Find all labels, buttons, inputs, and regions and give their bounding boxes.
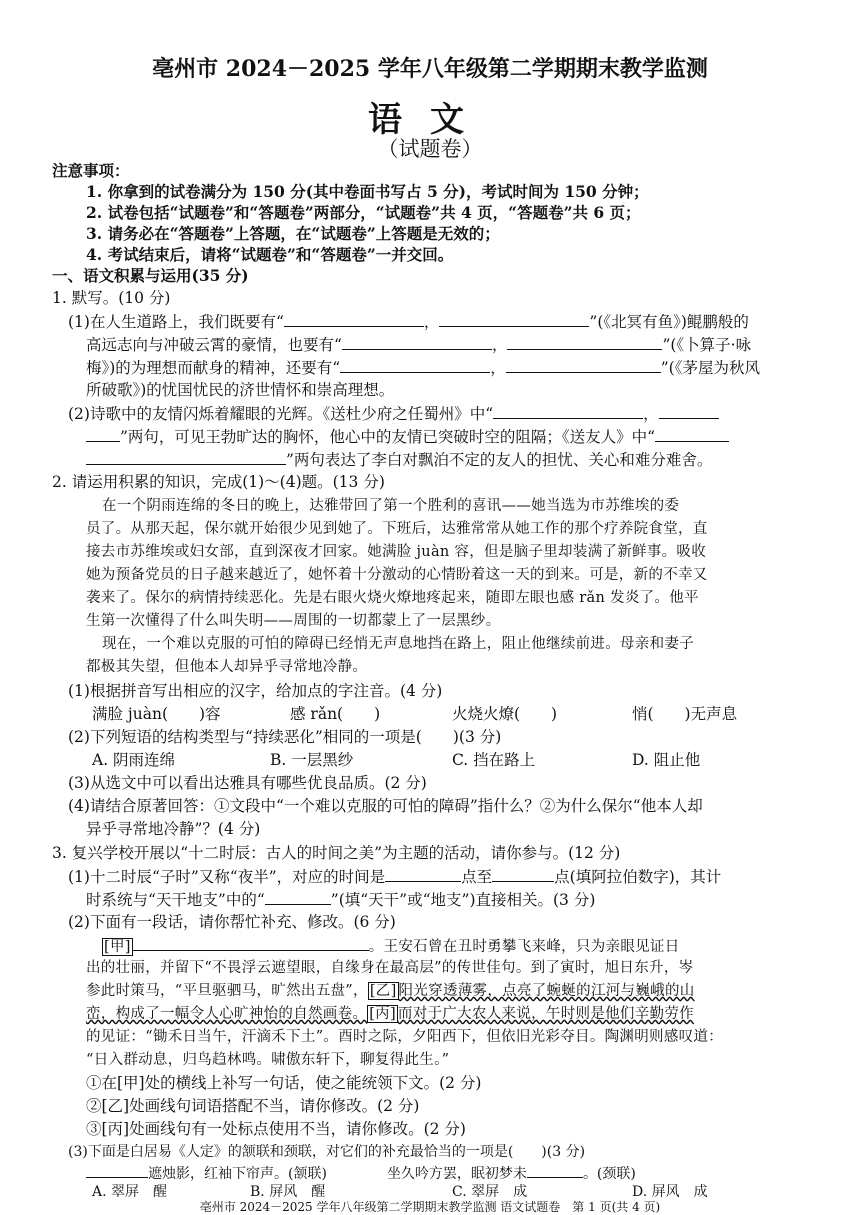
q3-passage-line3: 参此时策马，“平旦驱驷马，旷然出五盘”， [乙] 阳光穿透薄雾，点亮了蜿蜒的江河与巍峨的山 <box>86 983 695 999</box>
q1-p2-line3: ”两句表达了李白对飘泊不定的友人的担忧、关心和难分难舍。 <box>86 449 712 470</box>
subject-title: 语文 <box>368 100 492 140</box>
answer-blank[interactable] <box>86 426 120 442</box>
q3-passage-line2: 出的壮丽，并留下“不畏浮云遮望眼，自缘身在最高层”的传世佳句。到了寅时，旭日东升，岑 <box>86 960 694 976</box>
answer-blank[interactable] <box>439 311 589 327</box>
q1-p2-line1: (2)诗歌中的友情闪烁着耀眼的光辉。《送杜少府之任蜀州》中“ ， <box>68 403 719 424</box>
paper-type: （试题卷） <box>377 137 483 161</box>
notice-item-2: 2. 试卷包括“试题卷”和“答题卷”两部分，“试题卷”共 4 页，“答题卷”共 6 页； <box>86 203 641 222</box>
q3-s3: (3)下面是白居易《人定》的颔联和颈联，对它们的补充最恰当的一项是( )(3 分) <box>68 1144 586 1160</box>
answer-blank[interactable] <box>493 403 643 419</box>
passage-line: 她为预备党员的日子越来越近了，她怀着十分激动的心情盼着这一天的到来。可是，新的不幸又 <box>86 567 708 583</box>
q1-p1-line4: 所破歌》)的忧国忧民的济世情怀和崇高理想。 <box>86 381 395 399</box>
q3-task-2: ②[乙]处画线句词语搭配不当，请你修改。(2 分) <box>86 1097 420 1115</box>
answer-blank[interactable] <box>507 334 662 350</box>
answer-blank[interactable] <box>265 889 331 905</box>
answer-blank[interactable] <box>86 449 286 465</box>
q3-option-d[interactable]: D. 屏风 成 <box>632 1184 708 1200</box>
passage-line: 生第一次懂得了什么叫失明——周围的一切都蒙上了一层黑纱。 <box>86 613 501 629</box>
answer-blank[interactable] <box>655 426 729 442</box>
q1-p1-line3: 梅》)的为理想而献身的精神，还要有“ ， ”(《茅屋为秋风 <box>86 359 760 377</box>
q2-sub1-item: 感 rǎn( ) <box>290 705 381 723</box>
q3-task-3: ③[丙]处画线句有一处标点使用不当，请你修改。(2 分) <box>86 1120 466 1138</box>
q3-passage-line4 <box>86 1004 694 1024</box>
answer-blank[interactable] <box>492 866 554 882</box>
q2-sub1-item: 悄( )无声息 <box>632 705 738 723</box>
q3-passage-line1: [甲] 。王安石曾在丑时勇攀飞来峰，只为亲眼见证日 <box>102 935 680 957</box>
passage-line: 员了。从那天起，保尔就开始很少见到她了。下班后，达雅常常从她工作的那个疗养院食堂，直 <box>86 521 708 537</box>
exam-title: 亳州市 2024－2025 学年八年级第二学期期末教学监测 <box>152 56 708 82</box>
passage-line: 接去市苏维埃或妇女部，直到深夜才回家。她满脸 juàn 容，但是脑子里却装满了新鲜事。吸收 <box>86 544 707 560</box>
q2-stem: 2. 请运用积累的知识，完成(1)～(4)题。(13 分) <box>52 473 385 491</box>
answer-blank[interactable] <box>506 357 661 373</box>
q3-option-a[interactable]: A. 翠屏 醒 <box>92 1184 168 1200</box>
answer-blank[interactable] <box>527 1162 583 1178</box>
q1-p2-line2: ”两句，可见王勃旷达的胸怀，他心中的友情已突破时空的阻隔；《送友人》中“ <box>86 426 729 447</box>
q2-sub4-line1: (4)请结合原著回答：①文段中“一个难以克服的可怕的障碍”指什么？②为什么保尔“他本人却 <box>68 797 703 815</box>
q2-sub1: (1)根据拼音写出相应的汉字，给加点的字注音。(4 分) <box>68 682 443 700</box>
q3-s1-line1: (1)十二时辰“子时”又称“夜半”，对应的时间是 点至 点(填阿拉伯数字)，其计 <box>68 868 722 886</box>
q3-s1-line2: 时系统与“天干地支”中的“ ”(填“天干”或“地支”)直接相关。(3 分) <box>86 891 596 909</box>
q3-option-b[interactable]: B. 屏风 醒 <box>250 1184 326 1200</box>
notice-heading: 注意事项： <box>52 161 130 180</box>
q3-s3-line2: 遮烛影，红袖下帘声。(颔联) 坐久吟方罢，眠初梦未 。(颈联) <box>86 1162 636 1184</box>
q3-option-c[interactable]: C. 翠屏 成 <box>452 1184 528 1200</box>
passage-line: 在一个阴雨连绵的冬日的晚上，达雅带回了第一个胜利的喜讯——她当选为市苏维埃的委 <box>102 498 680 514</box>
q2-option-c[interactable]: C. 挡在路上 <box>452 751 536 769</box>
q1-stem: 1. 默写。(10 分) <box>52 289 171 307</box>
notice-item-1: 1. 你拿到的试卷满分为 150 分(其中卷面书写占 5 分)，考试时间为 150 分钟； <box>86 182 649 201</box>
answer-blank[interactable] <box>659 403 719 419</box>
q1-p1-line1: (1)在人生道路上，我们既要有“ ， ”(《北冥有鱼》)鲲鹏般的 <box>68 313 749 331</box>
q3-stem: 3. 复兴学校开展以“十二时辰：古人的时间之美”为主题的活动，请你参与。(12 分) <box>52 844 621 862</box>
mark-yi: [乙] <box>369 983 397 999</box>
answer-blank[interactable] <box>133 935 369 951</box>
q1-p1-line2: 高远志向与冲破云霄的豪情，也要有“ ， ”(《卜算子·咏 <box>86 336 752 354</box>
q2-sub1-item: 满脸 juàn( )容 <box>92 705 221 723</box>
underlined-sentence-yi-cont: 峦，构成了一幅令人心旷神怡的自然画卷。 <box>86 1006 368 1022</box>
q3-s2: (2)下面有一段话，请你帮忙补充、修改。(6 分) <box>68 913 396 931</box>
q3-passage-line6: “日入群动息，归鸟趋林鸣。啸傲东轩下，聊复得此生。” <box>86 1052 450 1068</box>
q3-task-1: ①在[甲]处的横线上补写一句话，使之能统领下文。(2 分) <box>86 1074 482 1092</box>
answer-blank[interactable] <box>385 866 461 882</box>
notice-item-3: 3. 请务必在“答题卷”上答题，在“试题卷”上答题是无效的； <box>86 224 500 243</box>
answer-blank[interactable] <box>284 311 424 327</box>
q2-sub4-line2: 异乎寻常地冷静”？(4 分) <box>86 820 261 838</box>
q2-option-d[interactable]: D. 阻止他 <box>632 751 701 769</box>
q3-passage-line5: 的见证：“锄禾日当午，汗滴禾下土”。酉时之际，夕阳西下，但依旧光彩夺目。陶渊明则感叹道： <box>86 1029 724 1045</box>
underlined-sentence-yi: 阳光穿透薄雾，点亮了蜿蜒的江河与巍峨的山 <box>398 983 695 999</box>
answer-blank[interactable] <box>86 1162 148 1178</box>
passage-line: 袭来了。保尔的病情持续恶化。先是右眼火烧火燎地疼起来，随即左眼也感 rǎn 发炎了。他平 <box>86 590 699 606</box>
answer-blank[interactable] <box>342 334 492 350</box>
answer-blank[interactable] <box>340 357 490 373</box>
page-footer: 亳州市 2024－2025 学年八年级第二学期期末教学监测 语文试题卷 第 1 页(共 4 页) <box>199 1200 661 1214</box>
notice-item-4: 4. 考试结束后，请将“试题卷”和“答题卷”一并交回。 <box>86 245 454 264</box>
q2-sub1-item: 火烧火燎( ) <box>452 705 558 723</box>
passage-line: 现在，一个难以克服的可怕的障碍已经悄无声息地挡在路上，阻止他继续前进。母亲和妻子 <box>102 636 694 652</box>
passage-line: 都极其失望，但他本人却异乎寻常地冷静。 <box>86 659 368 675</box>
q2-option-b[interactable]: B. 一层黑纱 <box>270 751 354 769</box>
underlined-sentence-bing: 而对于广大农人来说，午时则是他们辛勤劳作 <box>397 1006 694 1022</box>
q2-option-a[interactable]: A. 阴雨连绵 <box>92 751 176 769</box>
section-heading: 一、语文积累与运用(35 分) <box>52 266 249 285</box>
q2-sub2: (2)下列短语的结构类型与“持续恶化”相同的一项是( )(3 分) <box>68 728 502 746</box>
mark-jia: [甲] <box>104 939 131 955</box>
mark-bing: [丙] <box>369 1006 396 1022</box>
q2-sub3: (3)从选文中可以看出达雅具有哪些优良品质。(2 分) <box>68 774 427 792</box>
